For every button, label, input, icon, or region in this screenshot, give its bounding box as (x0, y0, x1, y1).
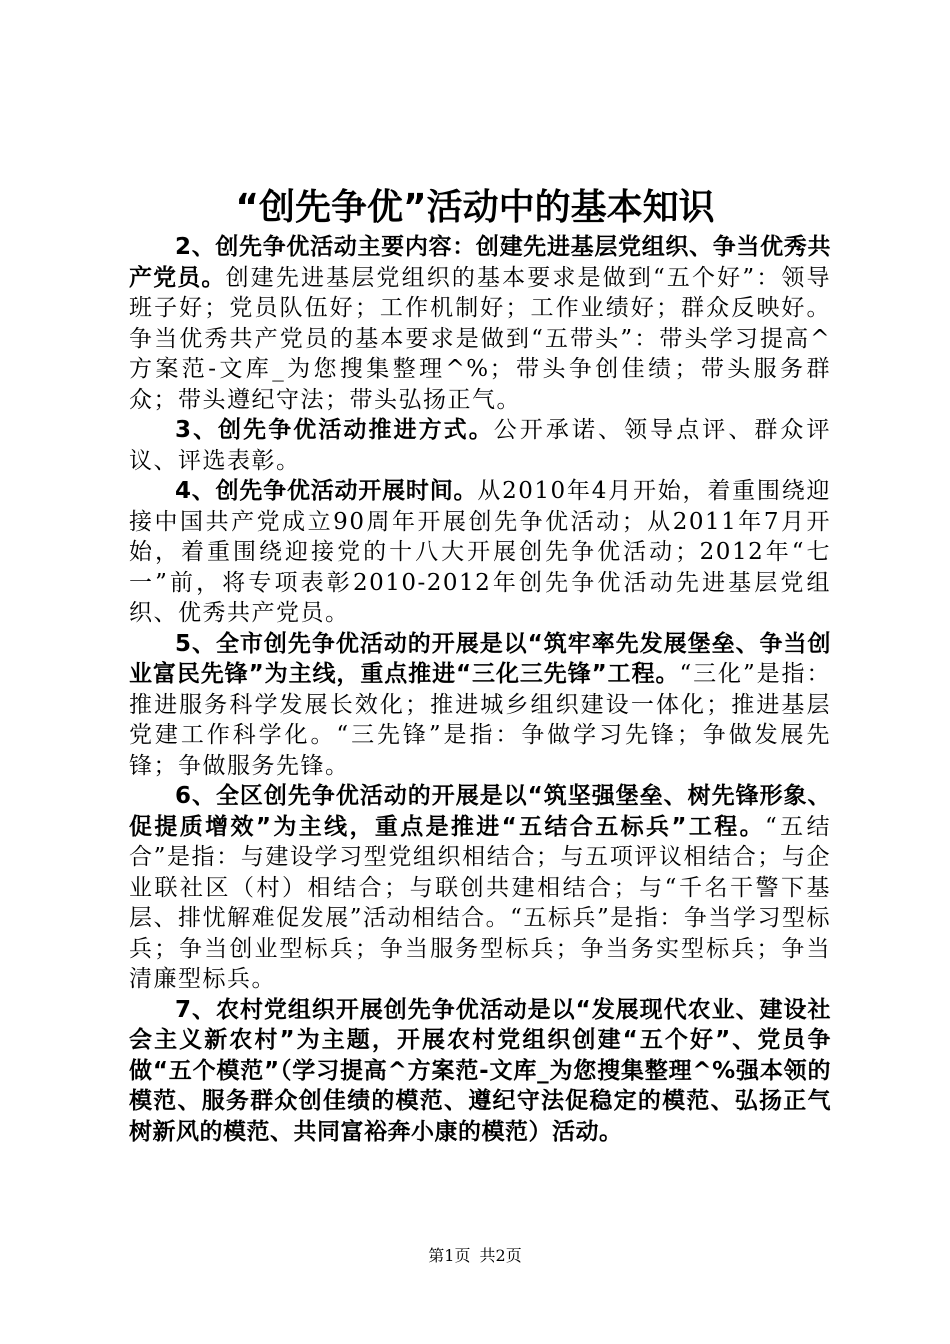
paragraph-4 (129, 476, 831, 629)
paragraph-7: 7、农村党组织开展创先争优活动是以“发展现代农业、建设社会主义新农村”为主题，开展农村党组织创建“五个好”、党员争做“五个模范”（学习提高^方案范-文库_为您搜集整理^%强本领的模范、服务群众创佳绩的模范、遵纪守法促稳定的模范、弘扬正气树新风的模范、共同富裕奔小康的模范）活动。 (129, 996, 831, 1145)
paragraph-5-text: “三化”是指：推进服务科学发展长效化；推进城乡组织建设一体化；推进基层党建工作科学化。“三先锋”是指：争做学习先锋；争做发展先锋；争做服务先锋。 (129, 661, 831, 779)
paragraph-5 (129, 629, 831, 782)
page-number: 第1页 (428, 1246, 471, 1265)
document-title: “创先争优”活动中的基本知识 (235, 187, 715, 228)
paragraph-3-text: 公开承诺、领导点评、群众评议、评选表彰。 (129, 417, 831, 474)
paragraph-6-lead: 6、全区创先争优活动的开展是以“筑坚强堡垒、树先锋形象、促提质增效”为主线，重点是推进“五结合五标兵”工程。 (129, 783, 831, 840)
paragraph-2-text: 创建先进基层党组织的基本要求是做到“五个好”：领导班子好；党员队伍好；工作机制好；工作业绩好；群众反映好。争当优秀共产党员的基本要求是做到“五带头”：带头学习提高^方案范-文库_为您搜集整理^%；带头争创佳绩；带头服务群众；带头遵纪守法；带头弘扬正气。 (129, 264, 831, 413)
paragraph-4-lead: 4、创先争优活动开展时间。 (175, 478, 478, 504)
paragraph-4-text: 从2010年4月开始，着重围绕迎接中国共产党成立90周年开展创先争优活动；从2011年7月开始，着重围绕迎接党的十八大开展创先争优活动；2012年“七一”前，将专项表彰2010-2012年创先争优活动先进基层党组织、优秀共产党员。 (129, 478, 831, 626)
paragraph-6 (129, 781, 831, 995)
paragraph-3-lead: 3、创先争优活动推进方式。 (175, 417, 494, 443)
paragraph-5-lead: 5、全市创先争优活动的开展是以“筑牢率先发展堡垒、争当创业富民先锋”为主线，重点推进“三化三先锋”工程。 (129, 630, 831, 687)
paragraph-2 (129, 232, 831, 415)
paragraph-6-text: “五结合”是指：与建设学习型党组织相结合；与五项评议相结合；与企业联社区（村）相结合；与联创共建相结合；与“千名干警下基层、排忧解难促发展”活动相结合。“五标兵”是指：争当学习型标兵；争当创业型标兵；争当服务型标兵；争当务实型标兵；争当清廉型标兵。 (129, 813, 831, 992)
page-footer (0, 1243, 950, 1266)
document-body (129, 232, 831, 1147)
paragraph-2-lead: 2、创先争优活动主要内容：创建先进基层党组织、争当优秀共产党员。 (129, 234, 831, 291)
paragraph-3 (129, 415, 831, 476)
page-total: 共2页 (479, 1246, 522, 1265)
